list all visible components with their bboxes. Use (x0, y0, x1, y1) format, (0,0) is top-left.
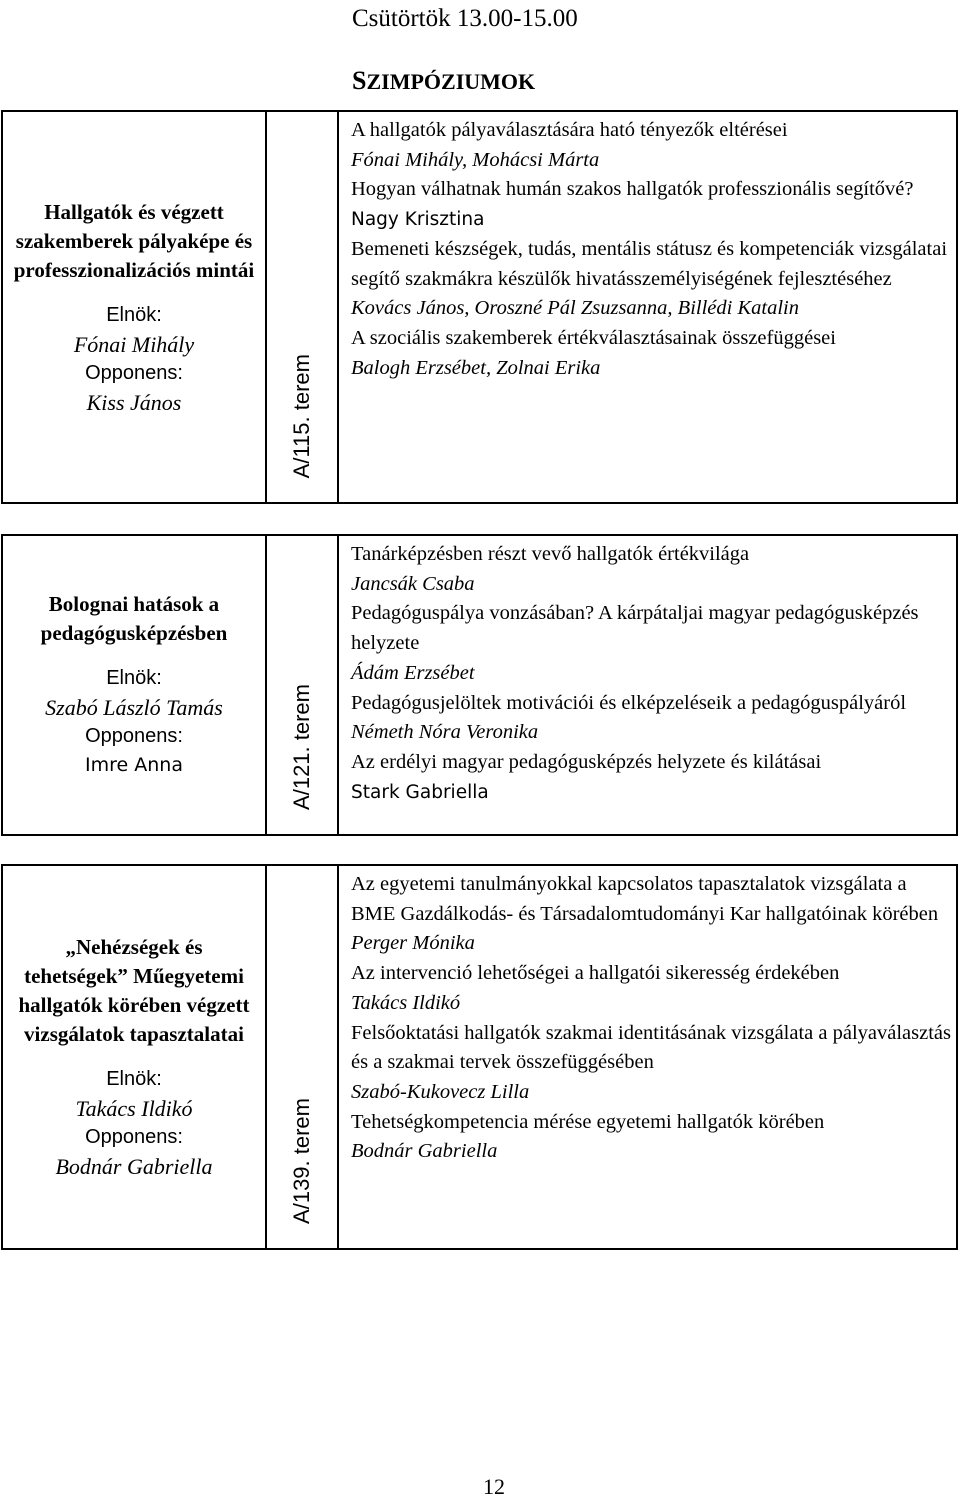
talk-authors: Balogh Erzsébet, Zolnai Erika (351, 356, 601, 379)
room-cell (267, 112, 339, 502)
talk-authors: Németh Nóra Veronika (351, 721, 539, 744)
opponent-label: Opponens: (85, 361, 183, 384)
talk-title: Az erdélyi magyar pedagógusképzés helyzete és kilátásai (351, 750, 822, 773)
talk-authors: Kovács János, Oroszné Pál Zsuzsanna, Billédi Katalin (351, 297, 799, 320)
section-title-rest: ZIMPÓZIUMOK (366, 69, 536, 94)
room-cell (267, 536, 339, 834)
chair-label: Elnök: (106, 1068, 162, 1090)
chair-name: Takács Ildikó (75, 1096, 193, 1121)
opponent-label: Opponens: (85, 725, 183, 747)
symposium-session-1 (1, 110, 958, 504)
talk-title: Bemeneti készségek, tudás, mentális státusz és kompetenciák vizsgálatai segítő szakmákra készülők hivatásszemélyiségének fejlesztéséhez (351, 237, 948, 290)
talk-title: Tanárképzésben részt vevő hallgatók értékvilága (351, 543, 750, 565)
session-info (3, 112, 267, 502)
opponent-name: Imre Anna (85, 754, 183, 776)
talk-authors: Fónai Mihály, Mohácsi Márta (351, 148, 600, 171)
talk-title: Pedagóguspálya vonzásában? A kárpátaljai magyar pedagógusképzés helyzete (351, 602, 919, 655)
section-title-initial: S (352, 66, 367, 95)
session-title: Bolognai hatások a pedagógusképzésben (40, 592, 228, 645)
room-cell (267, 866, 339, 1248)
talk-title: Tehetségkompetencia mérése egyetemi hallgatók körében (351, 1110, 825, 1133)
session-info (3, 866, 267, 1248)
talk-title: Az egyetemi tanulmányokkal kapcsolatos tapasztalatok vizsgálata a BME Gazdálkodás- és Társadalomtudományi Kar hallgatóinak körében (351, 873, 939, 925)
talk-title: A szociális szakemberek értékválasztásainak összefüggései (351, 326, 836, 349)
room-label: A/139. terem (289, 1098, 314, 1224)
talk-authors: Nagy Krisztina (351, 209, 485, 231)
talk-title: Felsőoktatási hallgatók szakmai identitásának vizsgálata a pályaválasztás és a szakmai tervek összefüggésében (351, 1021, 951, 1074)
talk-list (339, 866, 956, 1248)
chair-name: Szabó László Tamás (45, 695, 223, 720)
talk-authors: Jancsák Csaba (351, 572, 475, 595)
room-label: A/115. terem (289, 353, 314, 478)
talk-authors: Bodnár Gabriella (351, 1140, 498, 1163)
room-label: A/121. terem (289, 684, 314, 810)
page-number: 12 (483, 1474, 505, 1499)
symposium-session-3 (1, 864, 958, 1250)
talk-title: Hogyan válhatnak humán szakos hallgatók professzionális segítővé? (351, 178, 914, 201)
section-title (352, 64, 652, 98)
talk-authors: Szabó-Kukovecz Lilla (351, 1080, 530, 1103)
talk-list (339, 536, 956, 834)
chair-label: Elnök: (106, 303, 162, 326)
opponent-name: Kiss János (86, 389, 182, 415)
talk-list (339, 112, 956, 502)
talk-authors: Perger Mónika (351, 932, 475, 955)
talk-title: A hallgatók pályaválasztására ható tényezők eltérései (351, 119, 788, 141)
talk-title: Pedagógusjelöltek motivációi és elképzeléseik a pedagóguspályáról (351, 691, 907, 714)
talk-title: Az intervenció lehetőségei a hallgatói sikeresség érdekében (351, 962, 840, 985)
symposium-session-2 (1, 534, 958, 836)
session-info (3, 536, 267, 834)
opponent-name: Bodnár Gabriella (55, 1154, 213, 1179)
talk-authors: Stark Gabriella (351, 781, 489, 803)
page-header-datetime: Csütörtök 13.00-15.00 (352, 5, 578, 32)
talk-authors: Takács Ildikó (351, 991, 461, 1014)
talk-authors: Ádám Erzsébet (351, 661, 475, 684)
session-title: Hallgatók és végzett szakemberek pályaképe és professzionalizációs mintái (13, 199, 255, 282)
opponent-label: Opponens: (85, 1126, 183, 1148)
chair-label: Elnök: (106, 667, 162, 689)
chair-name: Fónai Mihály (73, 331, 195, 357)
session-title: „Nehézségek és tehetségek” Műegyetemi hallgatók körében végzett vizsgálatok tapasztalatai (18, 935, 250, 1046)
